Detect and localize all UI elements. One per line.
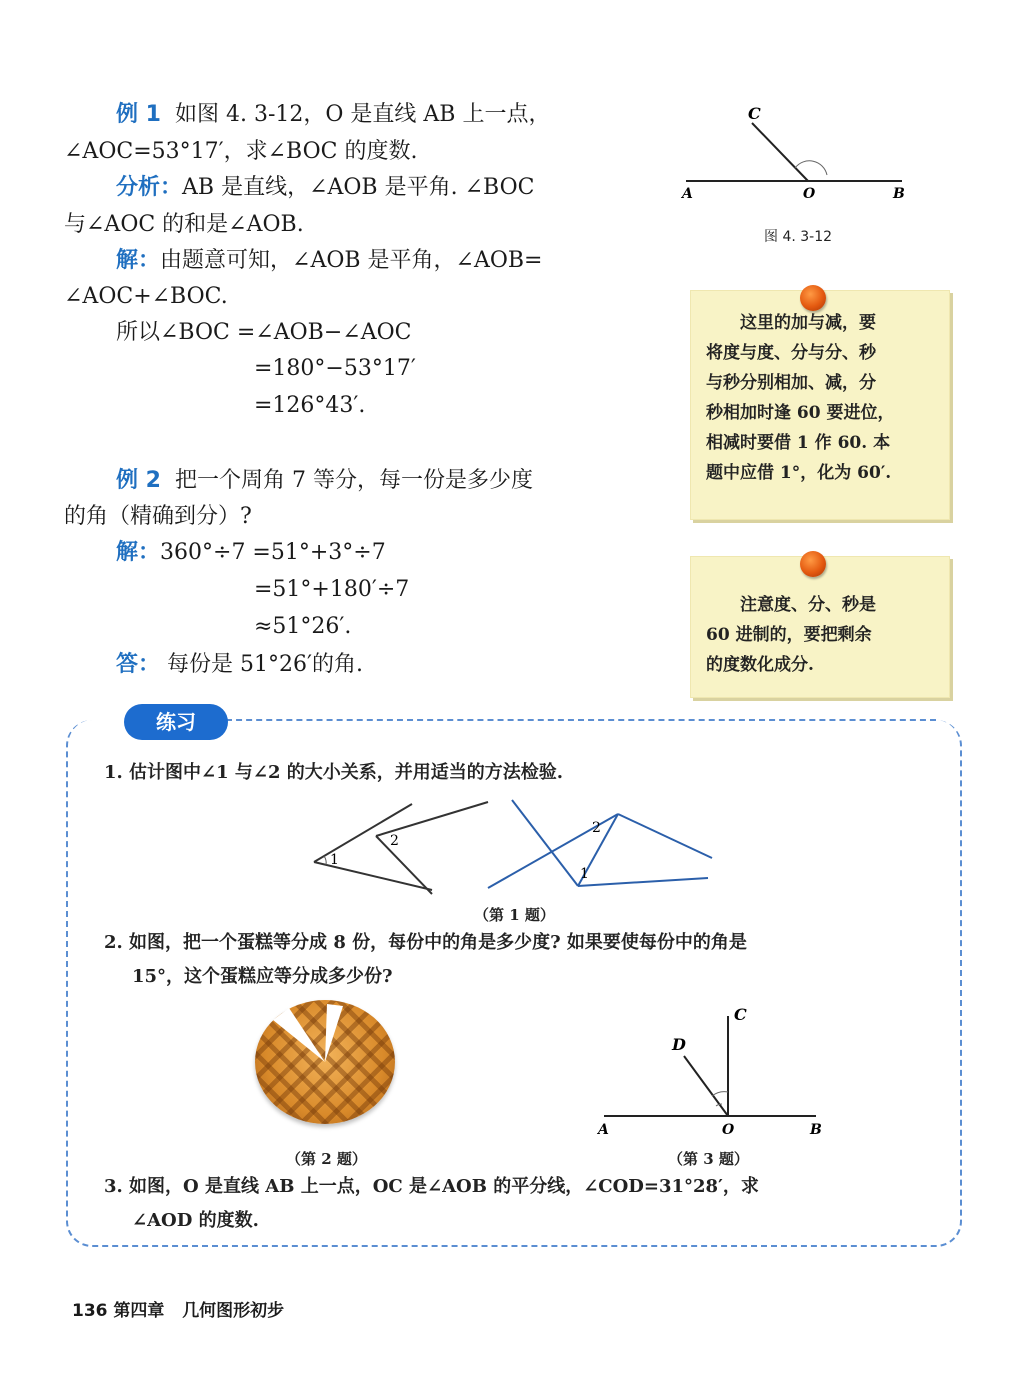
exercise-q2-line2: 15°，这个蛋糕应等分成多少份? xyxy=(132,966,393,987)
example2-text1: 把一个周角 7 等分，每一份是多少度 xyxy=(174,468,533,493)
q3-label-a: A xyxy=(598,1122,609,1138)
fig1-label-a: A xyxy=(682,186,693,202)
example2-line2: 的角（精确到分）? xyxy=(64,504,252,529)
solution-text1: 由题意可知，∠AOB 是平角，∠AOB= xyxy=(160,248,543,273)
q1-figure xyxy=(300,790,730,910)
example1-text1: 如图 4. 3-12，O 是直线 AB 上一点， xyxy=(174,102,551,127)
example2-step2: =51°+180′÷7 xyxy=(254,577,410,602)
example2-line1 xyxy=(116,466,533,496)
note1-line2: 将度与度、分与分、秒 xyxy=(706,343,876,363)
note-card-2 xyxy=(690,556,950,698)
q3-label-c: C xyxy=(734,1005,747,1024)
example1-analysis xyxy=(116,173,534,203)
cake-slice-cut xyxy=(255,1000,395,1124)
fig1-label-c: C xyxy=(748,104,761,123)
q1-caption: （第 1 题） xyxy=(474,906,555,924)
fig1-label-o: O xyxy=(803,186,816,202)
chapter-title: 几何图形初步 xyxy=(182,1301,285,1321)
note2-line2: 60 进制的，要把剩余 xyxy=(706,625,872,645)
solution-label: 解： xyxy=(116,248,161,273)
note1-line3: 与秒分别相加、减，分 xyxy=(706,373,876,393)
example1-step2: =180°−53°17′ xyxy=(254,356,416,381)
chapter-label: 第四章 xyxy=(113,1301,165,1321)
q1-angle-label-3: 2 xyxy=(592,820,601,836)
page-footer xyxy=(72,1296,284,1321)
example2-label: 例 2 xyxy=(116,468,161,493)
pushpin-icon xyxy=(800,285,826,311)
example1-line1 xyxy=(116,100,550,130)
note1-line5: 相减时要借 1 作 60. 本 xyxy=(706,433,891,453)
note1-line4: 秒相加时逢 60 要进位， xyxy=(706,403,895,423)
analysis-label: 分析： xyxy=(116,175,183,200)
example1-line2: ∠AOC=53°17′，求∠BOC 的度数. xyxy=(64,139,418,164)
example2-answer xyxy=(116,650,363,680)
note1-line1: 这里的加与减，要 xyxy=(740,313,876,333)
exercise-q1: 1. 估计图中∠1 与∠2 的大小关系，并用适当的方法检验. xyxy=(104,762,564,783)
q3-label-d: D xyxy=(672,1035,686,1054)
example2-step3: ≈51°26′. xyxy=(254,614,352,639)
analysis-text1: AB 是直线，∠AOB 是平角. ∠BOC xyxy=(182,175,535,200)
q2-caption: （第 2 题） xyxy=(286,1150,367,1168)
fig1-label-b: B xyxy=(893,186,905,202)
answer-label: 答： xyxy=(116,652,161,677)
example2-solution-label: 解： xyxy=(116,540,161,565)
q3-figure xyxy=(590,1000,840,1140)
q3-caption: （第 3 题） xyxy=(668,1150,749,1168)
example1-step3: =126°43′. xyxy=(254,393,366,418)
example1-step1: 所以∠BOC =∠AOB−∠AOC xyxy=(116,320,412,345)
example2-step1: 360°÷7 =51°+3°÷7 xyxy=(160,540,386,565)
solution-text2: ∠AOC+∠BOC. xyxy=(64,284,228,309)
note-card-1 xyxy=(690,290,950,520)
pushpin-icon xyxy=(800,551,826,577)
q1-angle-label-2: 2 xyxy=(390,833,399,849)
note1-line6: 题中应借 1°，化为 60′. xyxy=(706,463,892,483)
q3-label-b: B xyxy=(810,1122,822,1138)
q3-label-o: O xyxy=(722,1122,735,1138)
example1-solution xyxy=(116,246,543,276)
figure-4-3-12 xyxy=(670,95,930,205)
example2-solution xyxy=(116,538,386,568)
answer-text: 每份是 51°26′的角. xyxy=(167,652,363,677)
example1-label: 例 1 xyxy=(116,102,161,127)
page-number: 136 xyxy=(72,1301,108,1321)
q1-angle-label-1: 1 xyxy=(330,852,339,868)
exercise-badge: 练习 xyxy=(124,704,228,740)
exercise-q2-line1: 2. 如图，把一个蛋糕等分成 8 份，每份中的角是多少度? 如果要使每份中的角是 xyxy=(104,932,747,953)
analysis-text2: 与∠AOC 的和是∠AOB. xyxy=(64,212,304,237)
exercise-q3-line1: 3. 如图，O 是直线 AB 上一点，OC 是∠AOB 的平分线，∠COD=31°28′，求 xyxy=(104,1176,759,1197)
note2-line3: 的度数化成分. xyxy=(706,655,814,675)
exercise-top-border xyxy=(226,719,936,721)
note2-line1: 注意度、分、秒是 xyxy=(740,595,876,615)
q1-angle-label-4: 1 xyxy=(580,866,589,882)
exercise-q3-line2: ∠AOD 的度数. xyxy=(132,1210,259,1231)
figure-caption: 图 4. 3-12 xyxy=(764,229,833,245)
